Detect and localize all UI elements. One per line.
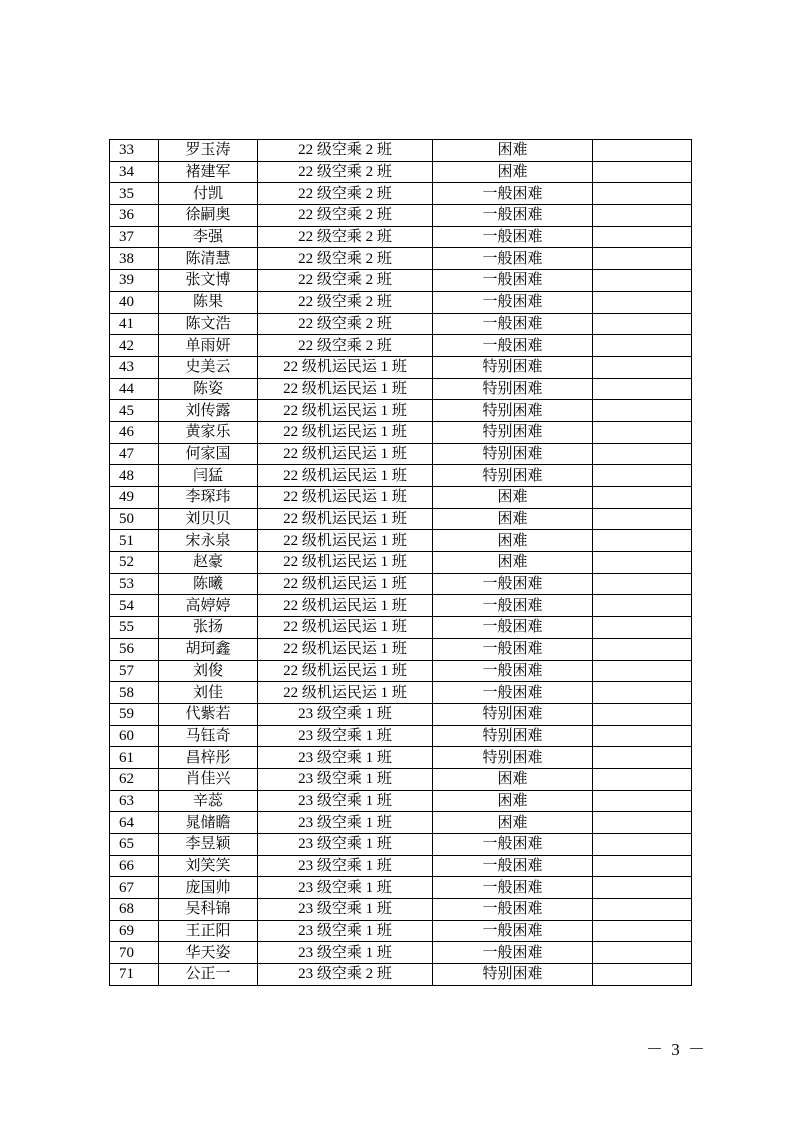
- hardship-level-cell: 困难: [433, 508, 593, 530]
- hardship-level-cell: 一般困难: [433, 942, 593, 964]
- hardship-level-cell: 一般困难: [433, 855, 593, 877]
- table-row: [110, 335, 692, 357]
- hardship-level-cell: 一般困难: [433, 920, 593, 942]
- hardship-level-cell: 一般困难: [433, 205, 593, 227]
- student-name-cell: 代紫若: [159, 703, 258, 725]
- hardship-level-cell: 特别困难: [433, 400, 593, 422]
- hardship-level-cell: 一般困难: [433, 248, 593, 270]
- row-number-cell: 69: [110, 920, 159, 942]
- hardship-level-cell: 一般困难: [433, 595, 593, 617]
- student-name-cell: 宋永泉: [159, 530, 258, 552]
- hardship-level-cell: 一般困难: [433, 660, 593, 682]
- class-name-cell: 23 级空乘 1 班: [258, 834, 433, 856]
- remarks-cell: [593, 552, 692, 574]
- row-number-cell: 48: [110, 465, 159, 487]
- table-row: [110, 465, 692, 487]
- student-name-cell: 褚建军: [159, 161, 258, 183]
- table-row: [110, 703, 692, 725]
- hardship-level-cell: 困难: [433, 768, 593, 790]
- remarks-cell: [593, 226, 692, 248]
- student-name-cell: 高婷婷: [159, 595, 258, 617]
- table-row: [110, 400, 692, 422]
- student-name-cell: 赵豪: [159, 552, 258, 574]
- student-name-cell: 胡珂鑫: [159, 638, 258, 660]
- class-name-cell: 22 级空乘 2 班: [258, 270, 433, 292]
- row-number-cell: 49: [110, 487, 159, 509]
- hardship-level-cell: 困难: [433, 487, 593, 509]
- hardship-level-cell: 特别困难: [433, 747, 593, 769]
- student-name-cell: 陈果: [159, 291, 258, 313]
- table-row: [110, 855, 692, 877]
- table-row: [110, 270, 692, 292]
- row-number-cell: 66: [110, 855, 159, 877]
- class-name-cell: 22 级机运民运 1 班: [258, 638, 433, 660]
- hardship-level-cell: 特别困难: [433, 356, 593, 378]
- class-name-cell: 22 级机运民运 1 班: [258, 552, 433, 574]
- remarks-cell: [593, 855, 692, 877]
- class-name-cell: 23 级空乘 1 班: [258, 812, 433, 834]
- class-name-cell: 22 级机运民运 1 班: [258, 617, 433, 639]
- student-name-cell: 徐嗣奥: [159, 205, 258, 227]
- hardship-level-cell: 困难: [433, 140, 593, 162]
- table-row: [110, 964, 692, 986]
- class-name-cell: 23 级空乘 1 班: [258, 725, 433, 747]
- student-name-cell: 陈清慧: [159, 248, 258, 270]
- table-row: [110, 834, 692, 856]
- student-name-cell: 黄家乐: [159, 421, 258, 443]
- class-name-cell: 23 级空乘 1 班: [258, 920, 433, 942]
- student-name-cell: 张文博: [159, 270, 258, 292]
- table-row: [110, 790, 692, 812]
- table-row: [110, 183, 692, 205]
- remarks-cell: [593, 140, 692, 162]
- student-name-cell: 史美云: [159, 356, 258, 378]
- remarks-cell: [593, 248, 692, 270]
- remarks-cell: [593, 725, 692, 747]
- class-name-cell: 22 级空乘 2 班: [258, 161, 433, 183]
- class-name-cell: 22 级空乘 2 班: [258, 183, 433, 205]
- table-row: [110, 812, 692, 834]
- class-name-cell: 23 级空乘 1 班: [258, 703, 433, 725]
- row-number-cell: 61: [110, 747, 159, 769]
- student-name-cell: 张扬: [159, 617, 258, 639]
- row-number-cell: 40: [110, 291, 159, 313]
- remarks-cell: [593, 899, 692, 921]
- class-name-cell: 23 级空乘 1 班: [258, 747, 433, 769]
- row-number-cell: 50: [110, 508, 159, 530]
- hardship-level-cell: 一般困难: [433, 183, 593, 205]
- table-row: [110, 140, 692, 162]
- remarks-cell: [593, 920, 692, 942]
- hardship-level-cell: 特别困难: [433, 421, 593, 443]
- row-number-cell: 59: [110, 703, 159, 725]
- student-name-cell: 吴科锦: [159, 899, 258, 921]
- remarks-cell: [593, 183, 692, 205]
- remarks-cell: [593, 790, 692, 812]
- class-name-cell: 22 级机运民运 1 班: [258, 508, 433, 530]
- table-row: [110, 205, 692, 227]
- remarks-cell: [593, 595, 692, 617]
- row-number-cell: 44: [110, 378, 159, 400]
- hardship-level-cell: 特别困难: [433, 725, 593, 747]
- row-number-cell: 46: [110, 421, 159, 443]
- row-number-cell: 57: [110, 660, 159, 682]
- hardship-level-cell: 特别困难: [433, 378, 593, 400]
- table-row: [110, 920, 692, 942]
- remarks-cell: [593, 660, 692, 682]
- table-row: [110, 725, 692, 747]
- class-name-cell: 23 级空乘 1 班: [258, 790, 433, 812]
- table-row: [110, 573, 692, 595]
- table-row: [110, 682, 692, 704]
- remarks-cell: [593, 768, 692, 790]
- class-name-cell: 23 级空乘 1 班: [258, 877, 433, 899]
- student-name-cell: 付凯: [159, 183, 258, 205]
- hardship-level-cell: 一般困难: [433, 573, 593, 595]
- hardship-level-cell: 一般困难: [433, 877, 593, 899]
- class-name-cell: 22 级机运民运 1 班: [258, 421, 433, 443]
- hardship-level-cell: 一般困难: [433, 226, 593, 248]
- row-number-cell: 58: [110, 682, 159, 704]
- table-row: [110, 747, 692, 769]
- class-name-cell: 23 级空乘 1 班: [258, 942, 433, 964]
- table-body: [110, 140, 692, 986]
- student-name-cell: 陈曦: [159, 573, 258, 595]
- table-row: [110, 595, 692, 617]
- row-number-cell: 55: [110, 617, 159, 639]
- table-row: [110, 768, 692, 790]
- remarks-cell: [593, 270, 692, 292]
- hardship-level-cell: 一般困难: [433, 834, 593, 856]
- row-number-cell: 67: [110, 877, 159, 899]
- remarks-cell: [593, 682, 692, 704]
- remarks-cell: [593, 942, 692, 964]
- table-row: [110, 877, 692, 899]
- remarks-cell: [593, 530, 692, 552]
- row-number-cell: 38: [110, 248, 159, 270]
- row-number-cell: 52: [110, 552, 159, 574]
- class-name-cell: 22 级机运民运 1 班: [258, 356, 433, 378]
- class-name-cell: 22 级机运民运 1 班: [258, 530, 433, 552]
- remarks-cell: [593, 573, 692, 595]
- row-number-cell: 37: [110, 226, 159, 248]
- remarks-cell: [593, 421, 692, 443]
- student-name-cell: 闫猛: [159, 465, 258, 487]
- table-row: [110, 552, 692, 574]
- hardship-level-cell: 一般困难: [433, 291, 593, 313]
- row-number-cell: 42: [110, 335, 159, 357]
- remarks-cell: [593, 335, 692, 357]
- table-row: [110, 378, 692, 400]
- row-number-cell: 56: [110, 638, 159, 660]
- student-name-cell: 罗玉涛: [159, 140, 258, 162]
- remarks-cell: [593, 747, 692, 769]
- student-name-cell: 晁储瞻: [159, 812, 258, 834]
- row-number-cell: 63: [110, 790, 159, 812]
- student-name-cell: 刘贝贝: [159, 508, 258, 530]
- student-name-cell: 刘笑笑: [159, 855, 258, 877]
- student-name-cell: 马钰奇: [159, 725, 258, 747]
- class-name-cell: 23 级空乘 1 班: [258, 855, 433, 877]
- row-number-cell: 51: [110, 530, 159, 552]
- row-number-cell: 35: [110, 183, 159, 205]
- hardship-level-cell: 一般困难: [433, 313, 593, 335]
- class-name-cell: 22 级机运民运 1 班: [258, 378, 433, 400]
- row-number-cell: 71: [110, 964, 159, 986]
- student-name-cell: 公正一: [159, 964, 258, 986]
- hardship-level-cell: 困难: [433, 530, 593, 552]
- remarks-cell: [593, 617, 692, 639]
- remarks-cell: [593, 487, 692, 509]
- row-number-cell: 47: [110, 443, 159, 465]
- class-name-cell: 22 级机运民运 1 班: [258, 443, 433, 465]
- remarks-cell: [593, 638, 692, 660]
- remarks-cell: [593, 812, 692, 834]
- table-row: [110, 161, 692, 183]
- table-row: [110, 617, 692, 639]
- class-name-cell: 23 级空乘 2 班: [258, 964, 433, 986]
- remarks-cell: [593, 964, 692, 986]
- class-name-cell: 22 级机运民运 1 班: [258, 573, 433, 595]
- hardship-level-cell: 特别困难: [433, 703, 593, 725]
- row-number-cell: 36: [110, 205, 159, 227]
- class-name-cell: 22 级空乘 2 班: [258, 226, 433, 248]
- hardship-level-cell: 特别困难: [433, 465, 593, 487]
- student-name-cell: 肖佳兴: [159, 768, 258, 790]
- student-name-cell: 辛蕊: [159, 790, 258, 812]
- hardship-level-cell: 困难: [433, 812, 593, 834]
- hardship-level-cell: 一般困难: [433, 617, 593, 639]
- class-name-cell: 22 级机运民运 1 班: [258, 682, 433, 704]
- class-name-cell: 22 级机运民运 1 班: [258, 595, 433, 617]
- student-name-cell: 庞国帅: [159, 877, 258, 899]
- class-name-cell: 22 级空乘 2 班: [258, 205, 433, 227]
- student-name-cell: 刘俊: [159, 660, 258, 682]
- table-row: [110, 291, 692, 313]
- table-row: [110, 313, 692, 335]
- table-row: [110, 638, 692, 660]
- remarks-cell: [593, 703, 692, 725]
- row-number-cell: 39: [110, 270, 159, 292]
- class-name-cell: 22 级空乘 2 班: [258, 140, 433, 162]
- hardship-level-cell: 特别困难: [433, 964, 593, 986]
- remarks-cell: [593, 291, 692, 313]
- hardship-level-cell: 一般困难: [433, 682, 593, 704]
- student-name-cell: 刘佳: [159, 682, 258, 704]
- table-row: [110, 443, 692, 465]
- student-name-cell: 何家国: [159, 443, 258, 465]
- row-number-cell: 64: [110, 812, 159, 834]
- table-row: [110, 248, 692, 270]
- remarks-cell: [593, 378, 692, 400]
- row-number-cell: 70: [110, 942, 159, 964]
- table-row: [110, 421, 692, 443]
- student-name-cell: 李琛玮: [159, 487, 258, 509]
- row-number-cell: 60: [110, 725, 159, 747]
- student-name-cell: 昌梓彤: [159, 747, 258, 769]
- class-name-cell: 22 级机运民运 1 班: [258, 400, 433, 422]
- student-name-cell: 陈姿: [159, 378, 258, 400]
- hardship-level-cell: 困难: [433, 161, 593, 183]
- hardship-level-cell: 一般困难: [433, 335, 593, 357]
- class-name-cell: 22 级空乘 2 班: [258, 248, 433, 270]
- table-row: [110, 899, 692, 921]
- class-name-cell: 22 级机运民运 1 班: [258, 660, 433, 682]
- row-number-cell: 53: [110, 573, 159, 595]
- remarks-cell: [593, 356, 692, 378]
- student-name-cell: 单雨妍: [159, 335, 258, 357]
- row-number-cell: 68: [110, 899, 159, 921]
- table-row: [110, 487, 692, 509]
- class-name-cell: 23 级空乘 1 班: [258, 899, 433, 921]
- table-row: [110, 226, 692, 248]
- remarks-cell: [593, 205, 692, 227]
- row-number-cell: 34: [110, 161, 159, 183]
- class-name-cell: 22 级空乘 2 班: [258, 335, 433, 357]
- class-name-cell: 22 级机运民运 1 班: [258, 465, 433, 487]
- remarks-cell: [593, 443, 692, 465]
- remarks-cell: [593, 313, 692, 335]
- hardship-level-cell: 困难: [433, 552, 593, 574]
- table-row: [110, 942, 692, 964]
- table-row: [110, 530, 692, 552]
- remarks-cell: [593, 465, 692, 487]
- student-name-cell: 李昱颖: [159, 834, 258, 856]
- class-name-cell: 22 级空乘 2 班: [258, 291, 433, 313]
- remarks-cell: [593, 161, 692, 183]
- class-name-cell: 22 级机运民运 1 班: [258, 487, 433, 509]
- student-aid-table: [109, 139, 692, 986]
- remarks-cell: [593, 508, 692, 530]
- class-name-cell: 22 级空乘 2 班: [258, 313, 433, 335]
- hardship-level-cell: 一般困难: [433, 899, 593, 921]
- row-number-cell: 65: [110, 834, 159, 856]
- remarks-cell: [593, 834, 692, 856]
- hardship-level-cell: 困难: [433, 790, 593, 812]
- hardship-level-cell: 特别困难: [433, 443, 593, 465]
- row-number-cell: 41: [110, 313, 159, 335]
- table-row: [110, 356, 692, 378]
- remarks-cell: [593, 400, 692, 422]
- hardship-level-cell: 一般困难: [433, 638, 593, 660]
- student-name-cell: 刘传露: [159, 400, 258, 422]
- table-row: [110, 508, 692, 530]
- row-number-cell: 45: [110, 400, 159, 422]
- row-number-cell: 62: [110, 768, 159, 790]
- student-name-cell: 王正阳: [159, 920, 258, 942]
- table-row: [110, 660, 692, 682]
- row-number-cell: 43: [110, 356, 159, 378]
- row-number-cell: 33: [110, 140, 159, 162]
- student-name-cell: 李强: [159, 226, 258, 248]
- student-name-cell: 陈文浩: [159, 313, 258, 335]
- class-name-cell: 23 级空乘 1 班: [258, 768, 433, 790]
- remarks-cell: [593, 877, 692, 899]
- page-number: － 3 －: [646, 1040, 707, 1059]
- row-number-cell: 54: [110, 595, 159, 617]
- student-name-cell: 华天姿: [159, 942, 258, 964]
- hardship-level-cell: 一般困难: [433, 270, 593, 292]
